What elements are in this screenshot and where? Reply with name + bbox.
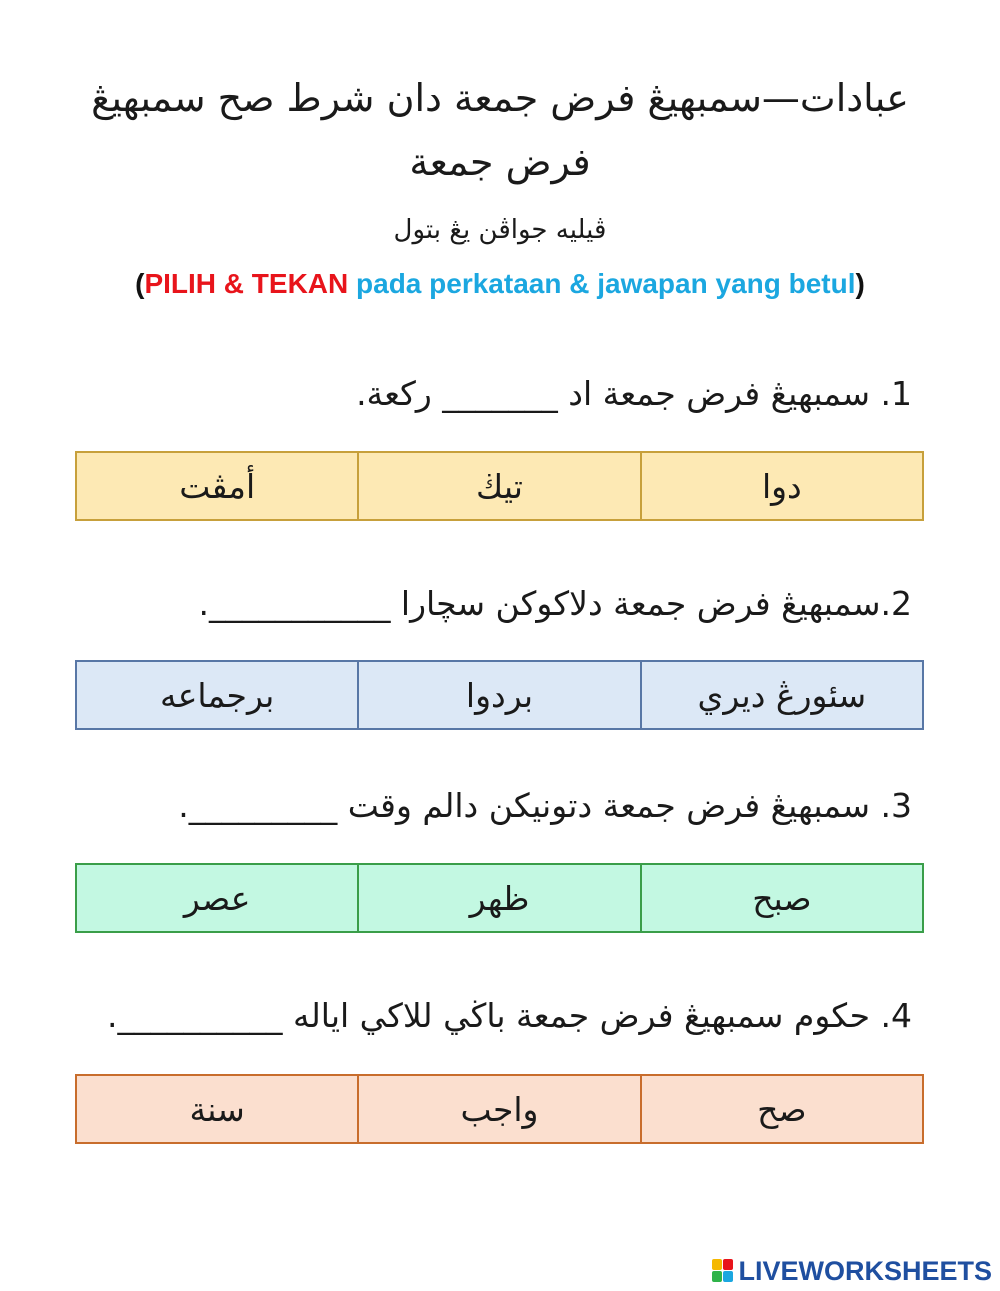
option-1-c[interactable]: أمڤت [77,453,359,519]
option-3-a[interactable]: صبح [752,878,812,918]
option-3-b[interactable]: ظهر [359,865,641,931]
options-row-2 [75,660,924,730]
option-1-b[interactable]: تيڬ [359,453,641,519]
options-row-4 [75,1074,924,1144]
question-2: 2.سمبهيڠ فرض جمعة دلاكوكن سچارا ___________. [198,584,912,623]
option-4-b[interactable]: واجب [359,1076,641,1142]
instruction-arabic: ڤيليه جواڤن يڠ بتول [393,215,607,245]
liveworksheets-logo[interactable] [712,1251,992,1291]
option-2-b[interactable]: بردوا [359,662,641,728]
option-1-a[interactable]: دوا [761,466,802,506]
worksheet-title: عبادات—سمبهيڠ فرض جمعة دان شرط صح سمبهيڠ فرض جمعة [91,76,909,184]
instruction-blue-text: pada perkataan & jawapan yang betul [348,268,856,299]
option-2-c[interactable]: برجماعه [77,662,359,728]
question-4: 4. حكوم سمبهيڠ فرض جمعة باڬي للاكي اياله __________. [107,996,912,1035]
question-3: 3. سمبهيڠ فرض جمعة دتونيكن دالم وقت _________. [178,786,912,825]
logo-text: LIVEWORKSHEETS [738,1255,992,1286]
option-4-a[interactable]: صح [757,1089,807,1129]
option-3-c[interactable]: عصر [77,865,359,931]
options-row-1 [75,451,924,521]
option-4-c[interactable]: سنة [77,1076,359,1142]
liveworksheets-logo-icon [712,1259,734,1283]
instruction-close-paren: ) [855,268,865,299]
question-1: 1. سمبهيڠ فرض جمعة اد _______ ركعة. [356,374,912,413]
instruction-malay [0,268,1000,300]
instruction-open-paren: ( [135,268,145,299]
options-row-3 [75,863,924,933]
option-2-a[interactable]: سئورڠ ديري [697,675,867,715]
instruction-red-text: PILIH & TEKAN [144,268,349,299]
